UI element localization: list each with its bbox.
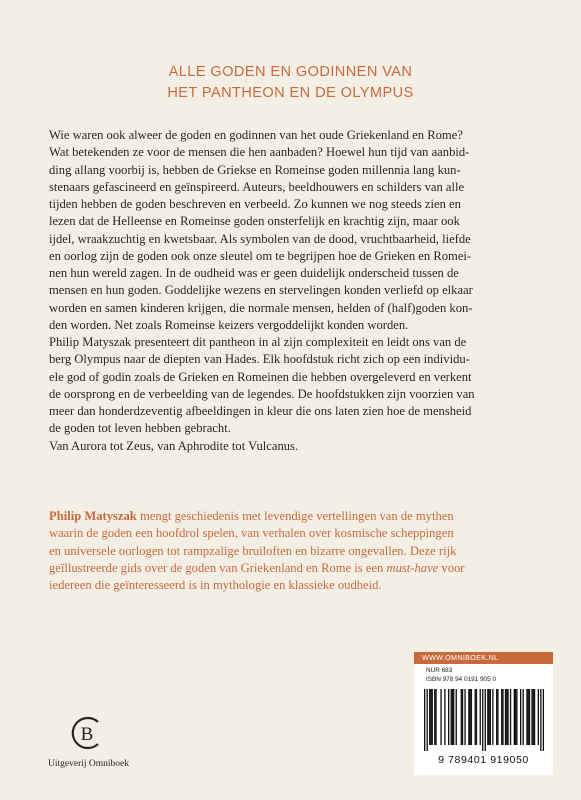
publisher-logo-icon <box>67 713 107 753</box>
barcode-bar <box>462 689 463 745</box>
barcode-bar <box>516 689 517 745</box>
barcode-bar <box>482 689 483 751</box>
barcode-bar <box>538 689 539 745</box>
barcode-bar <box>456 689 457 745</box>
description-line: de oorsprong en de verbeelding van de legendes. De hoofdstukken zijn voorzien van <box>49 386 475 401</box>
barcode-bar <box>506 689 507 745</box>
barcode-bar <box>502 689 503 745</box>
barcode-bar <box>531 689 532 745</box>
barcode-bar <box>497 689 498 745</box>
description-line: nen hun wereld zagen. In de oudheid was er geen duidelijk onderscheid tussen de <box>49 266 459 280</box>
barcode-bar <box>434 689 435 745</box>
author-name: Philip Matyszak <box>49 509 137 523</box>
title-line-1: ALLE GODEN EN GODINNEN VAN <box>168 64 413 80</box>
barcode-bar <box>440 689 441 745</box>
barcode-bar <box>430 689 431 745</box>
barcode-bar <box>471 689 472 745</box>
description-line: ding allang voorbij is, hebben de Griekse en Romeinse goden millennia lang kun- <box>49 162 461 177</box>
description-line: berg Olympus naar de diepten van Hades. Elk hoofdstuk richt zich op een individu- <box>49 352 470 367</box>
description-line: tijden hebben de goden beschreven en verbeeld. Zo kunnen we nog steeds zien en <box>49 197 461 211</box>
barcode-bar <box>490 689 491 745</box>
barcode-bar <box>540 689 541 751</box>
description-line: ijdel, wraakzuchtig en kwetsbaar. Als symbolen van de dood, vruchtbaarheid, liefde <box>49 231 471 246</box>
barcode-bar <box>528 689 529 745</box>
description-line: ele god of godin zoals de Grieken en Romeinen die hebben overgeleverd en verkent <box>49 369 472 384</box>
barcode-bar <box>435 689 436 745</box>
barcode-bar <box>464 689 465 745</box>
barcode-bar <box>488 689 489 745</box>
barcode-bar <box>534 689 535 745</box>
website-strip: WWW.OMNIBOEK.NL <box>414 652 553 664</box>
logo-letter: B <box>80 724 94 745</box>
barcode-bar <box>424 689 425 751</box>
author-blurb <box>49 508 554 594</box>
description-text <box>49 127 549 455</box>
barcode-bar <box>469 689 470 745</box>
barcode-bar <box>501 689 502 745</box>
description-line: de goden tot leven hebben gebracht. <box>49 421 231 436</box>
author-line-1 <box>49 508 554 525</box>
description-line: Philip Matyszak presenteert dit pantheon in al zijn complexiteit en leidt ons van de <box>49 335 467 349</box>
barcode-bar <box>451 689 452 745</box>
barcode-bars <box>424 689 544 751</box>
nur-code: NUR 683 <box>426 667 453 674</box>
barcode-bar <box>505 689 506 745</box>
barcode-bar <box>492 689 493 745</box>
description-line: den worden. Net zoals Romeinse keizers vergoddelijkt konden worden. <box>49 317 409 332</box>
author-line-3: en universele oorlogen tot rampzalige bruiloften en bizarre ongevallen. Deze rijk <box>49 543 457 558</box>
description-line: en oorlog zijn de goden ook onze sleutel om te begrijpen hoe de Grieken en Romei- <box>49 248 472 263</box>
barcode-bar <box>448 689 449 745</box>
barcode-bar <box>453 689 454 745</box>
barcode-bar <box>510 689 511 745</box>
barcode-bar <box>476 689 477 745</box>
author-line-4-end: voor <box>438 560 465 575</box>
barcode-bar <box>475 689 476 745</box>
barcode-bar <box>444 689 445 745</box>
barcode-bar <box>543 689 544 751</box>
barcode-bar <box>514 689 515 745</box>
description-line: Wie waren ook alweer de goden en godinnen van het oude Griekenland en Rome? <box>49 128 463 142</box>
barcode-bar <box>496 689 497 745</box>
barcode-bar <box>526 689 527 745</box>
author-line-4 <box>49 560 554 577</box>
barcode-bar <box>507 689 508 745</box>
description-line: Van Aurora tot Zeus, van Aphrodite tot Vulcanus. <box>49 438 299 453</box>
title-line-2: HET PANTHEON EN DE OLYMPUS <box>167 85 414 101</box>
barcode-bar <box>523 689 524 745</box>
barcode-bar <box>515 689 516 745</box>
description-line: worden en samen kinderen krijgen, die normale mensen, helden of (half)goden kon- <box>49 300 473 315</box>
barcode-bar <box>529 689 530 745</box>
author-line-4-start: geïllustreerde gids over de goden van Griekenland en Rome is een <box>49 560 387 575</box>
description-line: lezen dat de Helleense en Romeinse goden onsterfelijk en krachtig zijn, maar ook <box>49 214 460 229</box>
publisher-name: Uitgeverij Omniboek <box>48 759 129 769</box>
barcode-block <box>414 652 553 775</box>
barcode-bar <box>520 689 521 745</box>
barcode-bar <box>485 689 486 751</box>
isbn-number: ISBN 978 94 0191 905 0 <box>426 675 496 683</box>
barcode-bar <box>468 689 469 745</box>
must-have-emphasis: must-have <box>386 560 439 575</box>
barcode-bar <box>452 689 453 745</box>
ean-number: 9 789401 919050 <box>438 754 529 766</box>
barcode-bar <box>487 689 488 745</box>
description-line: meer dan honderdzeventig afbeeldingen in kleur die ons laten zien hoe de mensheid <box>49 404 472 418</box>
barcode-bar <box>480 689 481 745</box>
author-line-5: iedereen die geïnteresseerd is in mythologie en klassieke oudheid. <box>49 578 382 592</box>
description-line: Wat betekenden ze voor de mensen die hen aanbaden? Hoewel hun tijd van aanbid- <box>49 145 470 160</box>
barcode-bar <box>427 689 428 751</box>
barcode-bar <box>533 689 534 745</box>
author-line-1-rest: mengt geschiedenis met levendige vertellingen van de mythen <box>136 509 454 523</box>
barcode-bar <box>461 689 462 745</box>
cover-title <box>0 62 581 104</box>
author-line-2: waarin de goden een hoofdrol spelen, van verhalen over kosmische scheppingen <box>49 526 454 541</box>
barcode-bar <box>432 689 433 745</box>
description-line: stenaars gefascineerd en geïnspireerd. Auteurs, beeldhouwers en schilders van alle <box>49 179 465 194</box>
description-line: mensen en hun goden. Goddelijke wezens en stervelingen konden verliefd op elkaar <box>49 283 473 298</box>
barcode-bar <box>429 689 430 745</box>
